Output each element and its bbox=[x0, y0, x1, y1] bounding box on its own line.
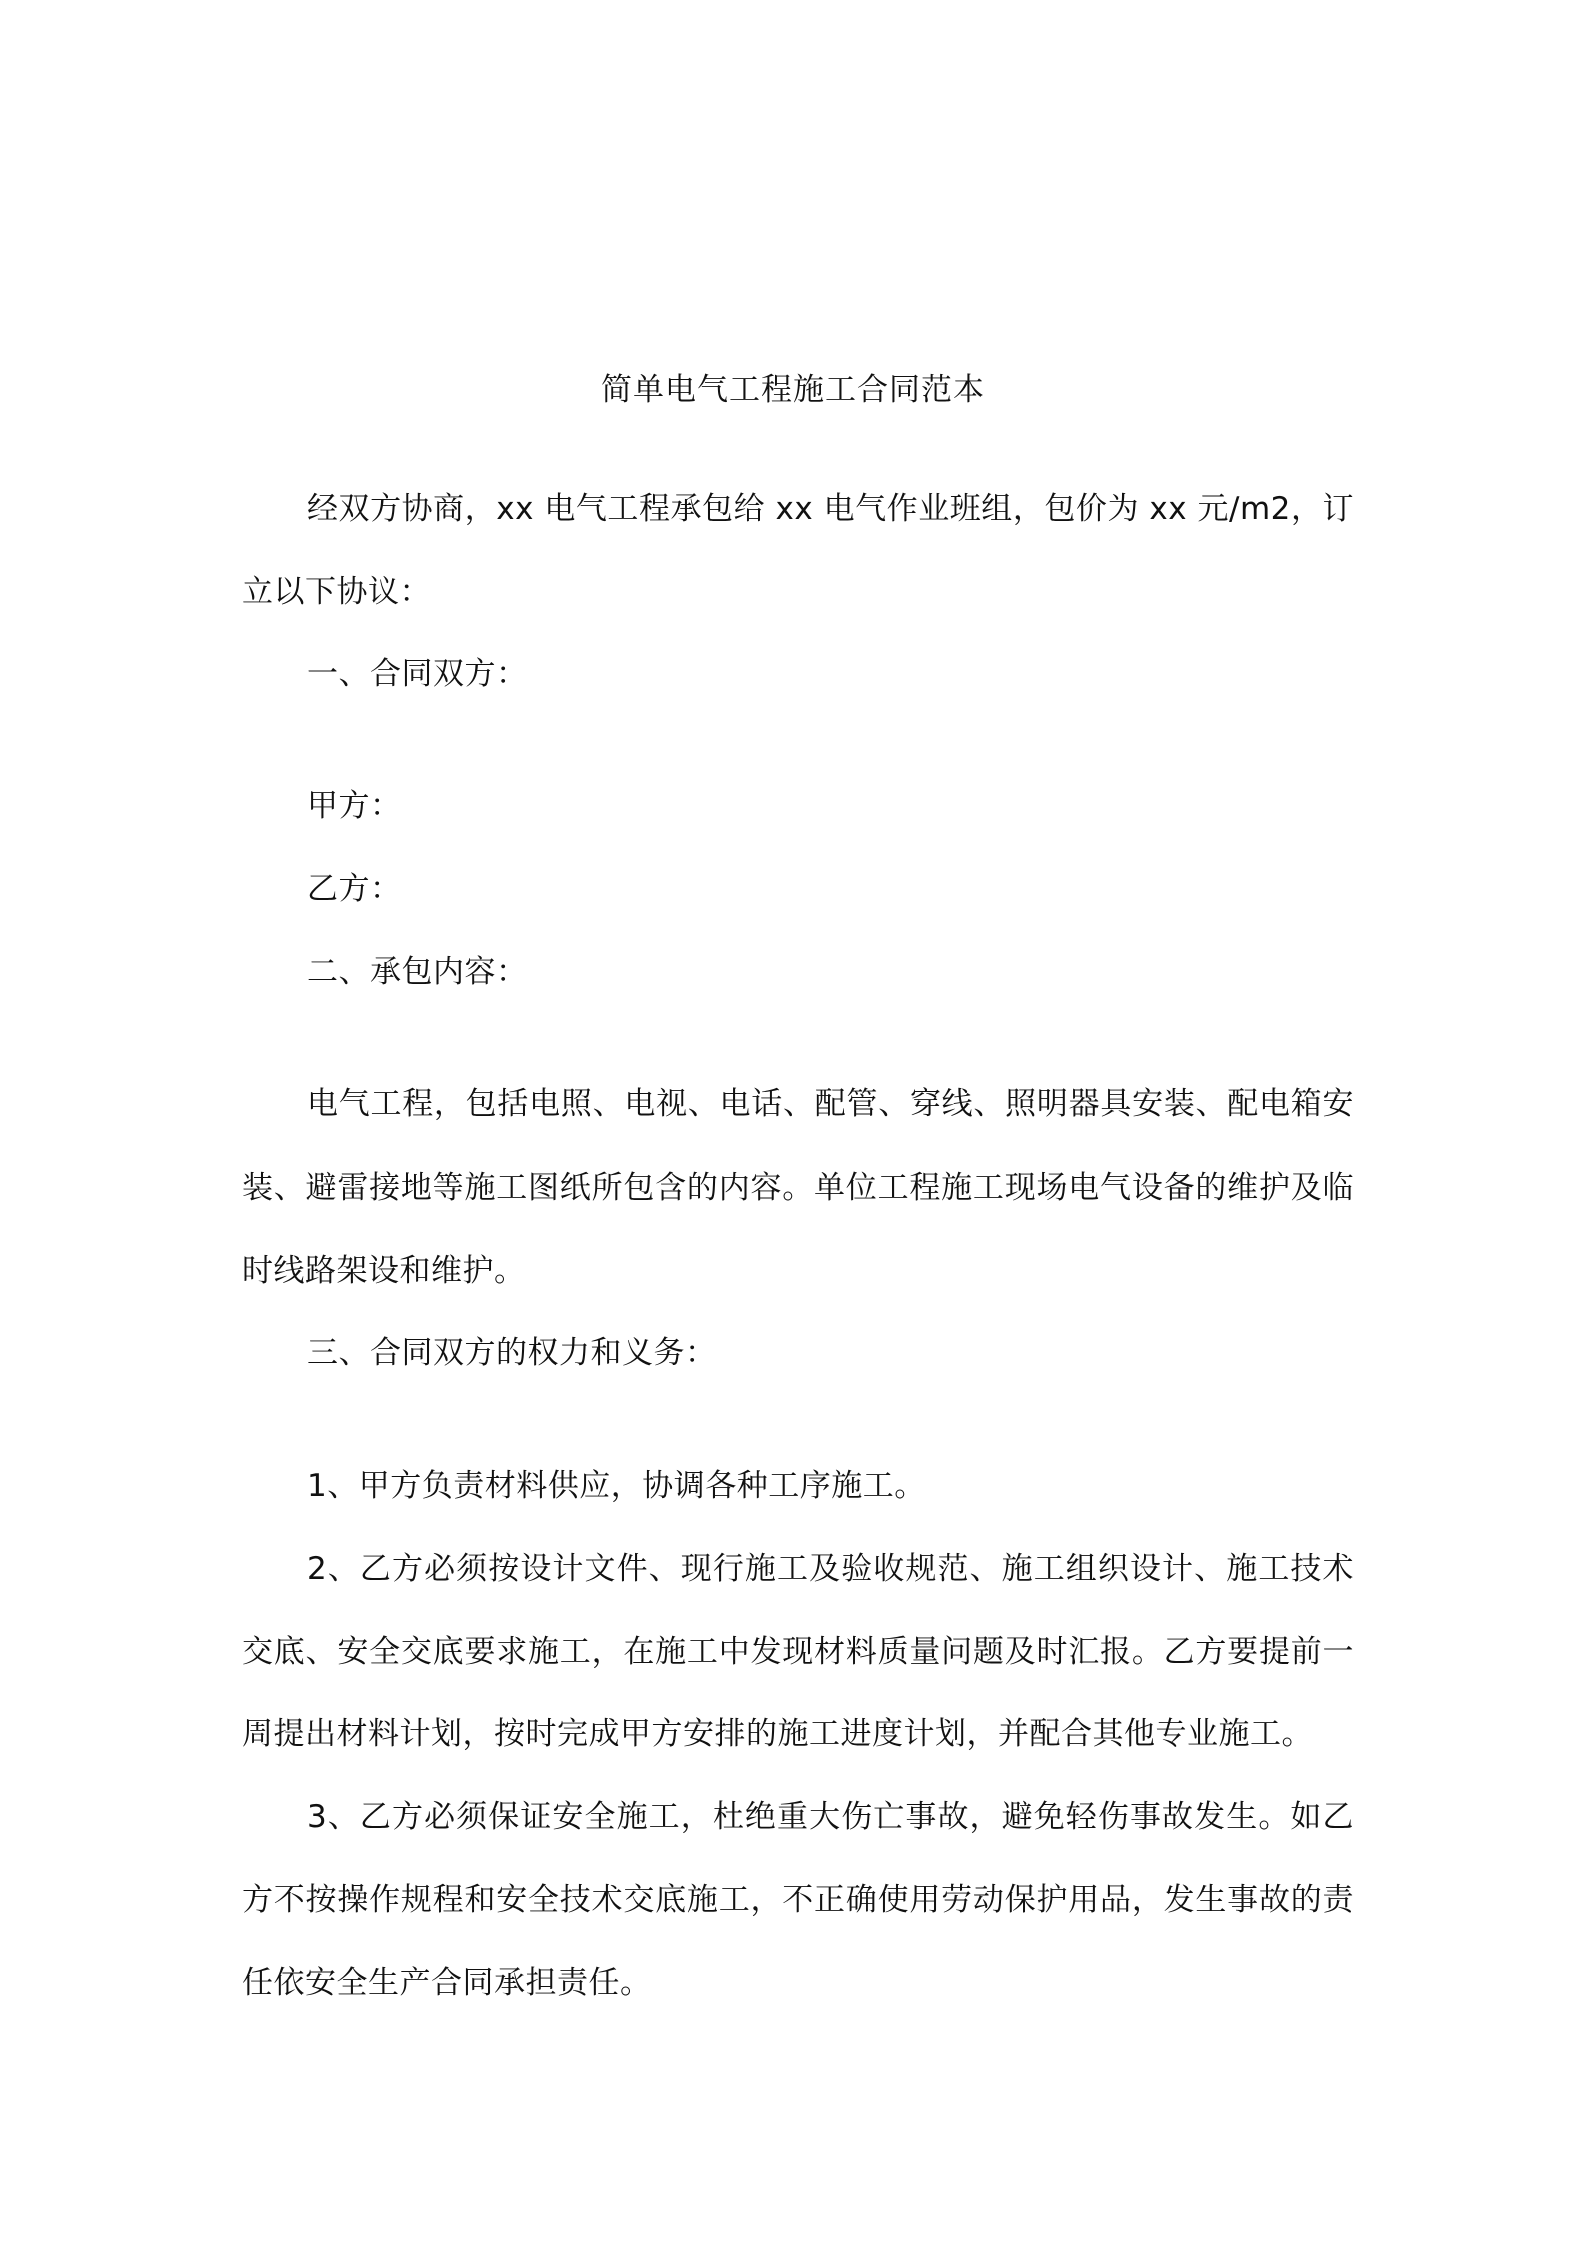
section-2-line-1: 电气工程，包括电照、电视、电话、配管、穿线、照明器具安装、配电箱安 bbox=[307, 1086, 1354, 1122]
section-2-line-3: 时线路架设和维护。 bbox=[242, 1253, 526, 1289]
section-3-heading: 三、合同双方的权力和义务： bbox=[307, 1335, 717, 1371]
party-a-label: 甲方： bbox=[307, 788, 402, 824]
section-1-heading: 一、合同双方： bbox=[307, 656, 528, 692]
section-2-line-2: 装、避雷接地等施工图纸所包含的内容。单位工程施工现场电气设备的维护及临 bbox=[242, 1170, 1354, 1206]
section-3-item-3-line-2: 方不按操作规程和安全技术交底施工，不正确使用劳动保护用品，发生事故的责 bbox=[242, 1882, 1354, 1918]
section-2-heading: 二、承包内容： bbox=[307, 954, 528, 990]
section-3-item-2-line-3: 周提出材料计划，按时完成甲方安排的施工进度计划，并配合其他专业施工。 bbox=[242, 1716, 1313, 1752]
section-3-item-3-line-3: 任依安全生产合同承担责任。 bbox=[242, 1965, 652, 2001]
section-3-item-1: 1、甲方负责材料供应，协调各种工序施工。 bbox=[307, 1468, 926, 1504]
intro-line-2: 立以下协议： bbox=[242, 574, 431, 610]
section-3-item-3-line-1: 3、乙方必须保证安全施工，杜绝重大伤亡事故，避免轻伤事故发生。如乙 bbox=[307, 1799, 1354, 1835]
document-title: 简单电气工程施工合同范本 bbox=[601, 372, 985, 408]
section-3-item-2-line-2: 交底、安全交底要求施工，在施工中发现材料质量问题及时汇报。乙方要提前一 bbox=[242, 1634, 1354, 1670]
party-b-label: 乙方： bbox=[307, 871, 402, 907]
section-3-item-2-line-1: 2、乙方必须按设计文件、现行施工及验收规范、施工组织设计、施工技术 bbox=[307, 1551, 1354, 1587]
intro-line-1: 经双方协商，xx 电气工程承包给 xx 电气作业班组，包价为 xx 元/m2，订 bbox=[307, 491, 1354, 527]
